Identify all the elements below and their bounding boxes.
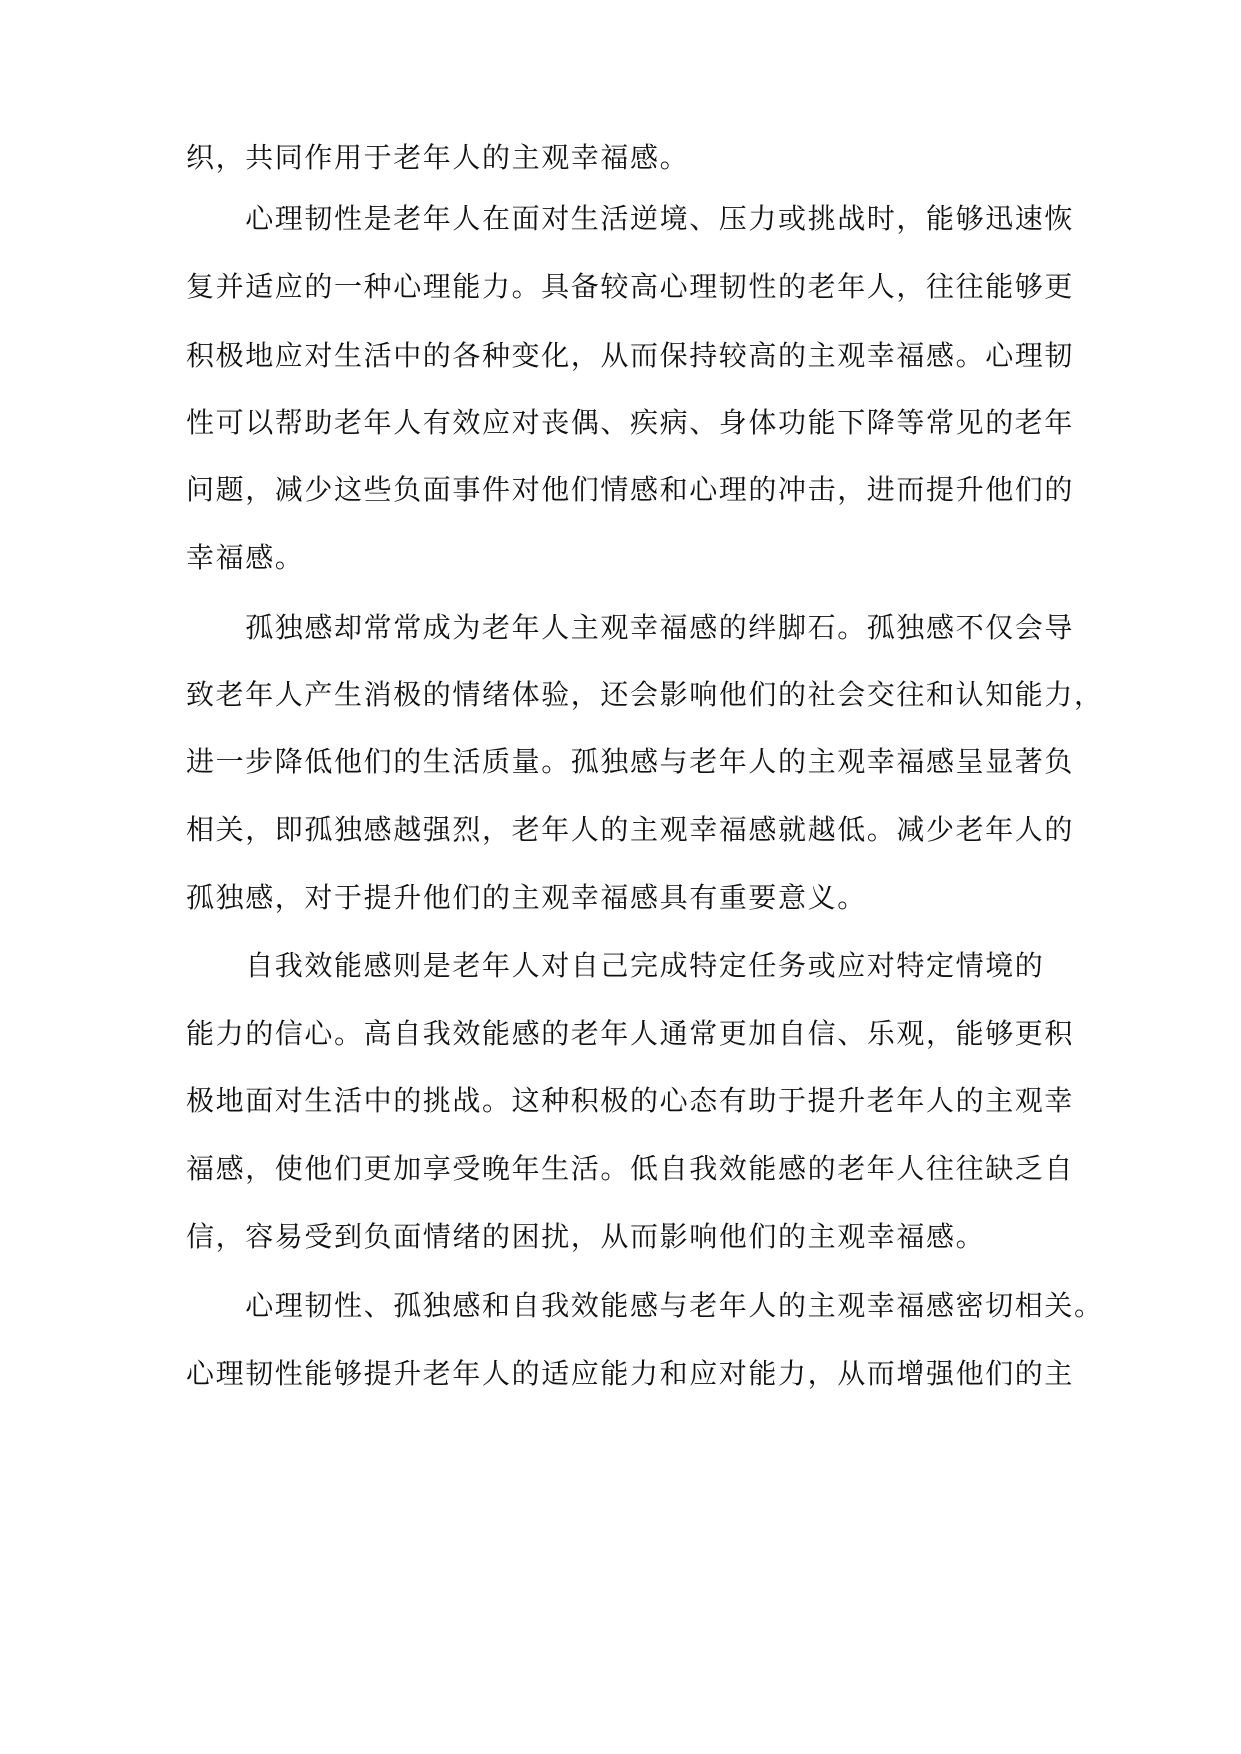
- text-line: 能力的信心。高自我效能感的老年人通常更加自信、乐观，能够更积: [186, 1017, 1075, 1050]
- text-line: 相关，即孤独感越强烈，老年人的主观幸福感就越低。减少老年人的: [186, 813, 1075, 846]
- text-line: 致老年人产生消极的情绪体验，还会影响他们的社会交往和认知能力，: [186, 678, 1104, 711]
- text-line: 极地面对生活中的挑战。这种积极的心态有助于提升老年人的主观幸: [186, 1084, 1075, 1117]
- text-line: 信，容易受到负面情绪的困扰，从而影响他们的主观幸福感。: [186, 1220, 986, 1253]
- text-line: 幸福感。: [186, 541, 305, 574]
- text-line: 孤独感却常常成为老年人主观幸福感的绊脚石。孤独感不仅会导: [186, 611, 1075, 644]
- text-line: 问题，减少这些负面事件对他们情感和心理的冲击，进而提升他们的: [186, 473, 1075, 506]
- text-line: 心理韧性、孤独感和自我效能感与老年人的主观幸福感密切相关。: [186, 1289, 1104, 1322]
- text-line: 自我效能感则是老年人对自己完成特定任务或应对特定情境的: [186, 949, 1045, 982]
- text-line: 福感，使他们更加享受晚年生活。低自我效能感的老年人往往缺乏自: [186, 1152, 1075, 1185]
- text-line: 进一步降低他们的生活质量。孤独感与老年人的主观幸福感呈显著负: [186, 745, 1075, 778]
- text-line: 复并适应的一种心理能力。具备较高心理韧性的老年人，往往能够更: [186, 270, 1075, 303]
- text-line: 孤独感，对于提升他们的主观幸福感具有重要意义。: [186, 881, 867, 914]
- text-line: 积极地应对生活中的各种变化，从而保持较高的主观幸福感。心理韧: [186, 339, 1075, 372]
- text-line: 心理韧性是老年人在面对生活逆境、压力或挑战时，能够迅速恢: [186, 202, 1075, 235]
- text-line: 性可以帮助老年人有效应对丧偶、疾病、身体功能下降等常见的老年: [186, 406, 1075, 439]
- text-line: 心理韧性能够提升老年人的适应能力和应对能力，从而增强他们的主: [186, 1357, 1075, 1390]
- text-line: 织，共同作用于老年人的主观幸福感。: [186, 141, 690, 174]
